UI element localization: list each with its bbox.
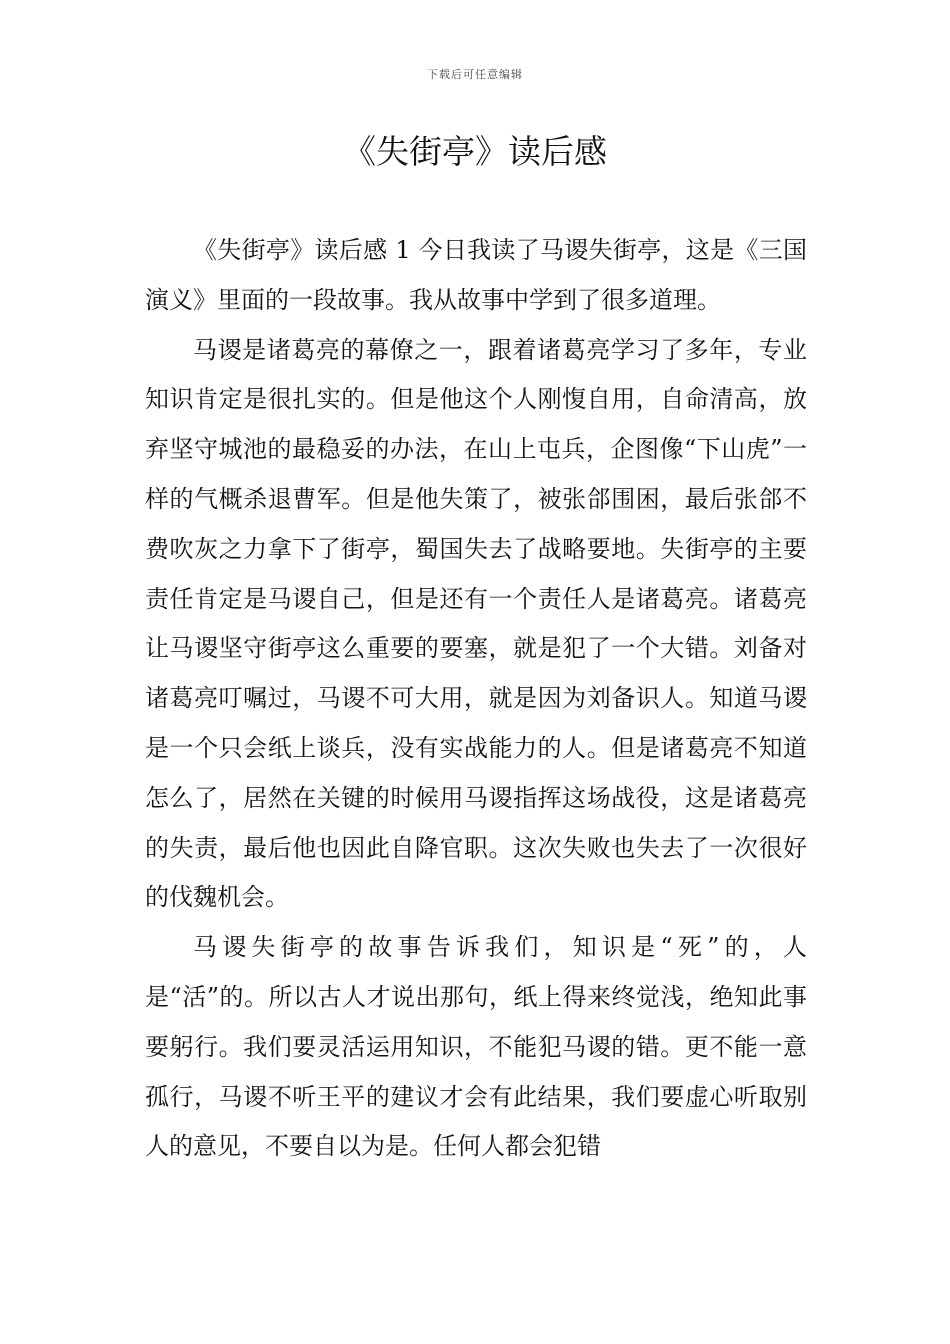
paragraph-1: 《失街亭》读后感 1 今日我读了马谡失街亭，这是《三国演义》里面的一段故事。我从故事中学到了很多道理。	[145, 236, 807, 314]
header-note: 下载后可任意编辑	[427, 68, 523, 81]
document-body	[145, 226, 807, 1172]
paragraph-2: 马谡是诸葛亮的幕僚之一，跟着诸葛亮学习了多年，专业知识肯定是很扎实的。但是他这个人刚愎自用，自命清高，放弃坚守城池的最稳妥的办法，在山上屯兵，企图像“下山虎”一样的气概杀退曹军。但是他失策了，被张郃围困，最后张郃不费吹灰之力拿下了街亭，蜀国失去了战略要地。失街亭的主要责任肯定是马谡自己，但是还有一个责任人是诸葛亮。诸葛亮让马谡坚守街亭这么重要的要塞，就是犯了一个大错。刘备对诸葛亮叮嘱过，马谡不可大用，就是因为刘备识人。知道马谡是一个只会纸上谈兵，没有实战能力的人。但是诸葛亮不知道怎么了，居然在关键的时候用马谡指挥这场战役，这是诸葛亮的失责，最后他也因此自降官职。这次失败也失去了一次很好的伐魏机会。	[145, 335, 807, 912]
document-title: 《失街亭》读后感	[343, 132, 607, 171]
paragraph-3: 马谡失街亭的故事告诉我们，知识是“死”的，人是“活”的。所以古人才说出那句，纸上得来终觉浅，绝知此事要躬行。我们要灵活运用知识，不能犯马谡的错。更不能一意孤行，马谡不听王平的建议才会有此结果，我们要虚心听取别人的意见，不要自以为是。任何人都会犯错	[145, 933, 807, 1161]
